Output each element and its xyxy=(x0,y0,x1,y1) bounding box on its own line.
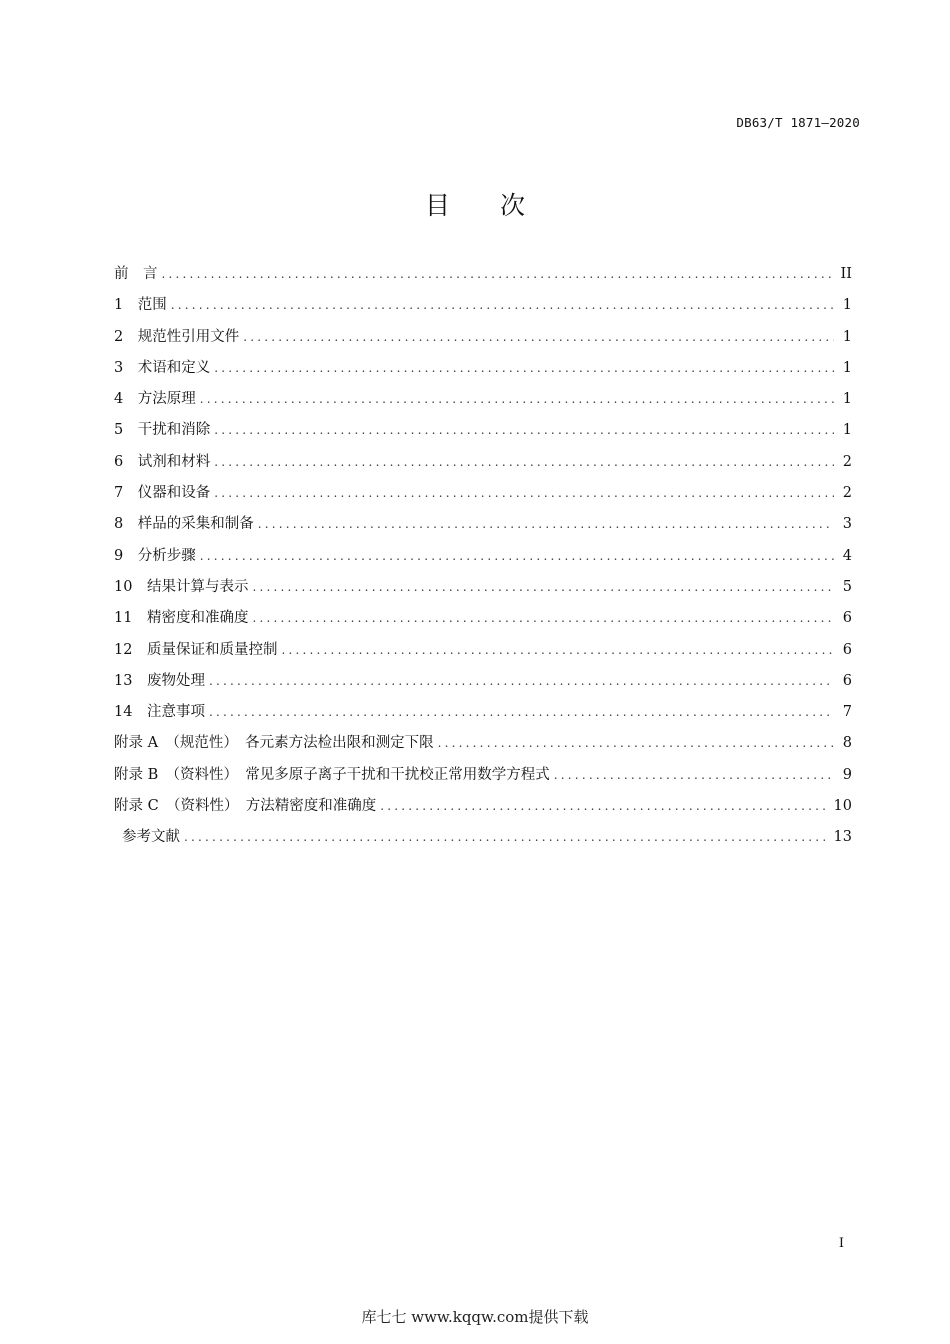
toc-leader-dots xyxy=(214,455,834,469)
toc-leader-dots xyxy=(252,580,834,594)
page-number: I xyxy=(838,1236,844,1251)
toc-item-label: 14 注意事项 xyxy=(114,704,205,721)
toc-item-page: II xyxy=(840,266,852,282)
toc-item-label: 13 废物处理 xyxy=(114,672,205,689)
toc-item[interactable] xyxy=(114,669,852,700)
toc-item[interactable] xyxy=(114,606,852,637)
toc-item[interactable] xyxy=(114,450,852,481)
toc-item-page: 6 xyxy=(842,641,852,658)
toc-item[interactable] xyxy=(114,418,852,449)
toc-item-page: 1 xyxy=(842,297,852,314)
toc-leader-dots xyxy=(171,298,834,312)
toc-item[interactable] xyxy=(114,731,852,762)
toc-leader-dots xyxy=(209,705,834,719)
toc-item-page: 1 xyxy=(842,328,852,345)
toc-item-label: 8 样品的采集和制备 xyxy=(114,516,254,533)
toc-item[interactable] xyxy=(114,387,852,418)
toc-item-label: 参考文献 xyxy=(122,829,180,846)
toc-leader-dots xyxy=(214,361,834,375)
toc-leader-dots xyxy=(258,517,834,531)
toc-item-label: 5 干扰和消除 xyxy=(114,422,211,439)
toc-item[interactable] xyxy=(114,638,852,669)
toc-item-page: 7 xyxy=(842,704,852,721)
toc-item-label: 2 规范性引用文件 xyxy=(114,328,240,345)
toc-item[interactable] xyxy=(114,544,852,575)
toc-item-page: 8 xyxy=(842,735,852,752)
toc-item[interactable] xyxy=(114,481,852,512)
toc-item-page: 10 xyxy=(833,798,852,815)
toc-item-page: 1 xyxy=(842,359,852,376)
table-of-contents xyxy=(114,262,852,857)
toc-item[interactable] xyxy=(114,794,852,825)
document-code: DB63/T 1871—2020 xyxy=(736,115,860,130)
toc-item[interactable] xyxy=(114,825,852,856)
toc-item-label: 7 仪器和设备 xyxy=(114,485,211,502)
toc-item-page: 1 xyxy=(842,391,852,408)
toc-item-label: 前 言 xyxy=(114,266,158,282)
toc-leader-dots xyxy=(281,643,834,657)
toc-item[interactable] xyxy=(114,512,852,543)
toc-item-page: 2 xyxy=(842,453,852,470)
page-title xyxy=(0,186,950,222)
toc-item-label: 3 术语和定义 xyxy=(114,359,211,376)
toc-item-label: 11 精密度和准确度 xyxy=(114,610,249,627)
toc-leader-dots xyxy=(162,267,835,281)
toc-item[interactable] xyxy=(114,293,852,324)
toc-item-label: 1 范围 xyxy=(114,297,167,314)
toc-item-label: 附录 C （资料性） 方法精密度和准确度 xyxy=(114,798,377,815)
download-watermark: 库七七 www.kqqw.com提供下载 xyxy=(361,1308,589,1326)
toc-item-label: 10 结果计算与表示 xyxy=(114,578,249,595)
toc-item-page: 6 xyxy=(842,610,852,627)
toc-item[interactable] xyxy=(114,262,852,293)
toc-leader-dots xyxy=(554,768,834,782)
toc-leader-dots xyxy=(438,736,834,750)
toc-item[interactable] xyxy=(114,325,852,356)
toc-item-label: 4 方法原理 xyxy=(114,391,196,408)
toc-leader-dots xyxy=(209,674,834,688)
toc-leader-dots xyxy=(243,330,834,344)
toc-leader-dots xyxy=(214,486,834,500)
toc-leader-dots xyxy=(214,423,834,437)
toc-item-page: 9 xyxy=(842,766,852,783)
toc-item-label: 附录 B （资料性） 常见多原子离子干扰和干扰校正常用数学方程式 xyxy=(114,766,550,783)
toc-leader-dots xyxy=(200,549,834,563)
toc-item[interactable] xyxy=(114,763,852,794)
toc-leader-dots xyxy=(200,392,834,406)
toc-item-label: 附录 A （规范性） 各元素方法检出限和测定下限 xyxy=(114,735,434,752)
toc-item-label: 12 质量保证和质量控制 xyxy=(114,641,278,658)
toc-item-label: 9 分析步骤 xyxy=(114,547,196,564)
toc-item[interactable] xyxy=(114,700,852,731)
toc-item-label: 6 试剂和材料 xyxy=(114,453,211,470)
toc-item-page: 1 xyxy=(842,422,852,439)
toc-item[interactable] xyxy=(114,356,852,387)
toc-item[interactable] xyxy=(114,575,852,606)
toc-leader-dots xyxy=(184,830,830,844)
title-part-1: 目 xyxy=(424,191,450,220)
toc-item-page: 5 xyxy=(842,578,852,595)
toc-item-page: 3 xyxy=(842,516,852,533)
toc-item-page: 13 xyxy=(833,829,852,846)
toc-leader-dots xyxy=(252,611,834,625)
toc-item-page: 4 xyxy=(842,547,852,564)
toc-leader-dots xyxy=(380,799,829,813)
toc-item-page: 6 xyxy=(842,672,852,689)
title-part-2: 次 xyxy=(500,191,526,220)
toc-item-page: 2 xyxy=(842,485,852,502)
